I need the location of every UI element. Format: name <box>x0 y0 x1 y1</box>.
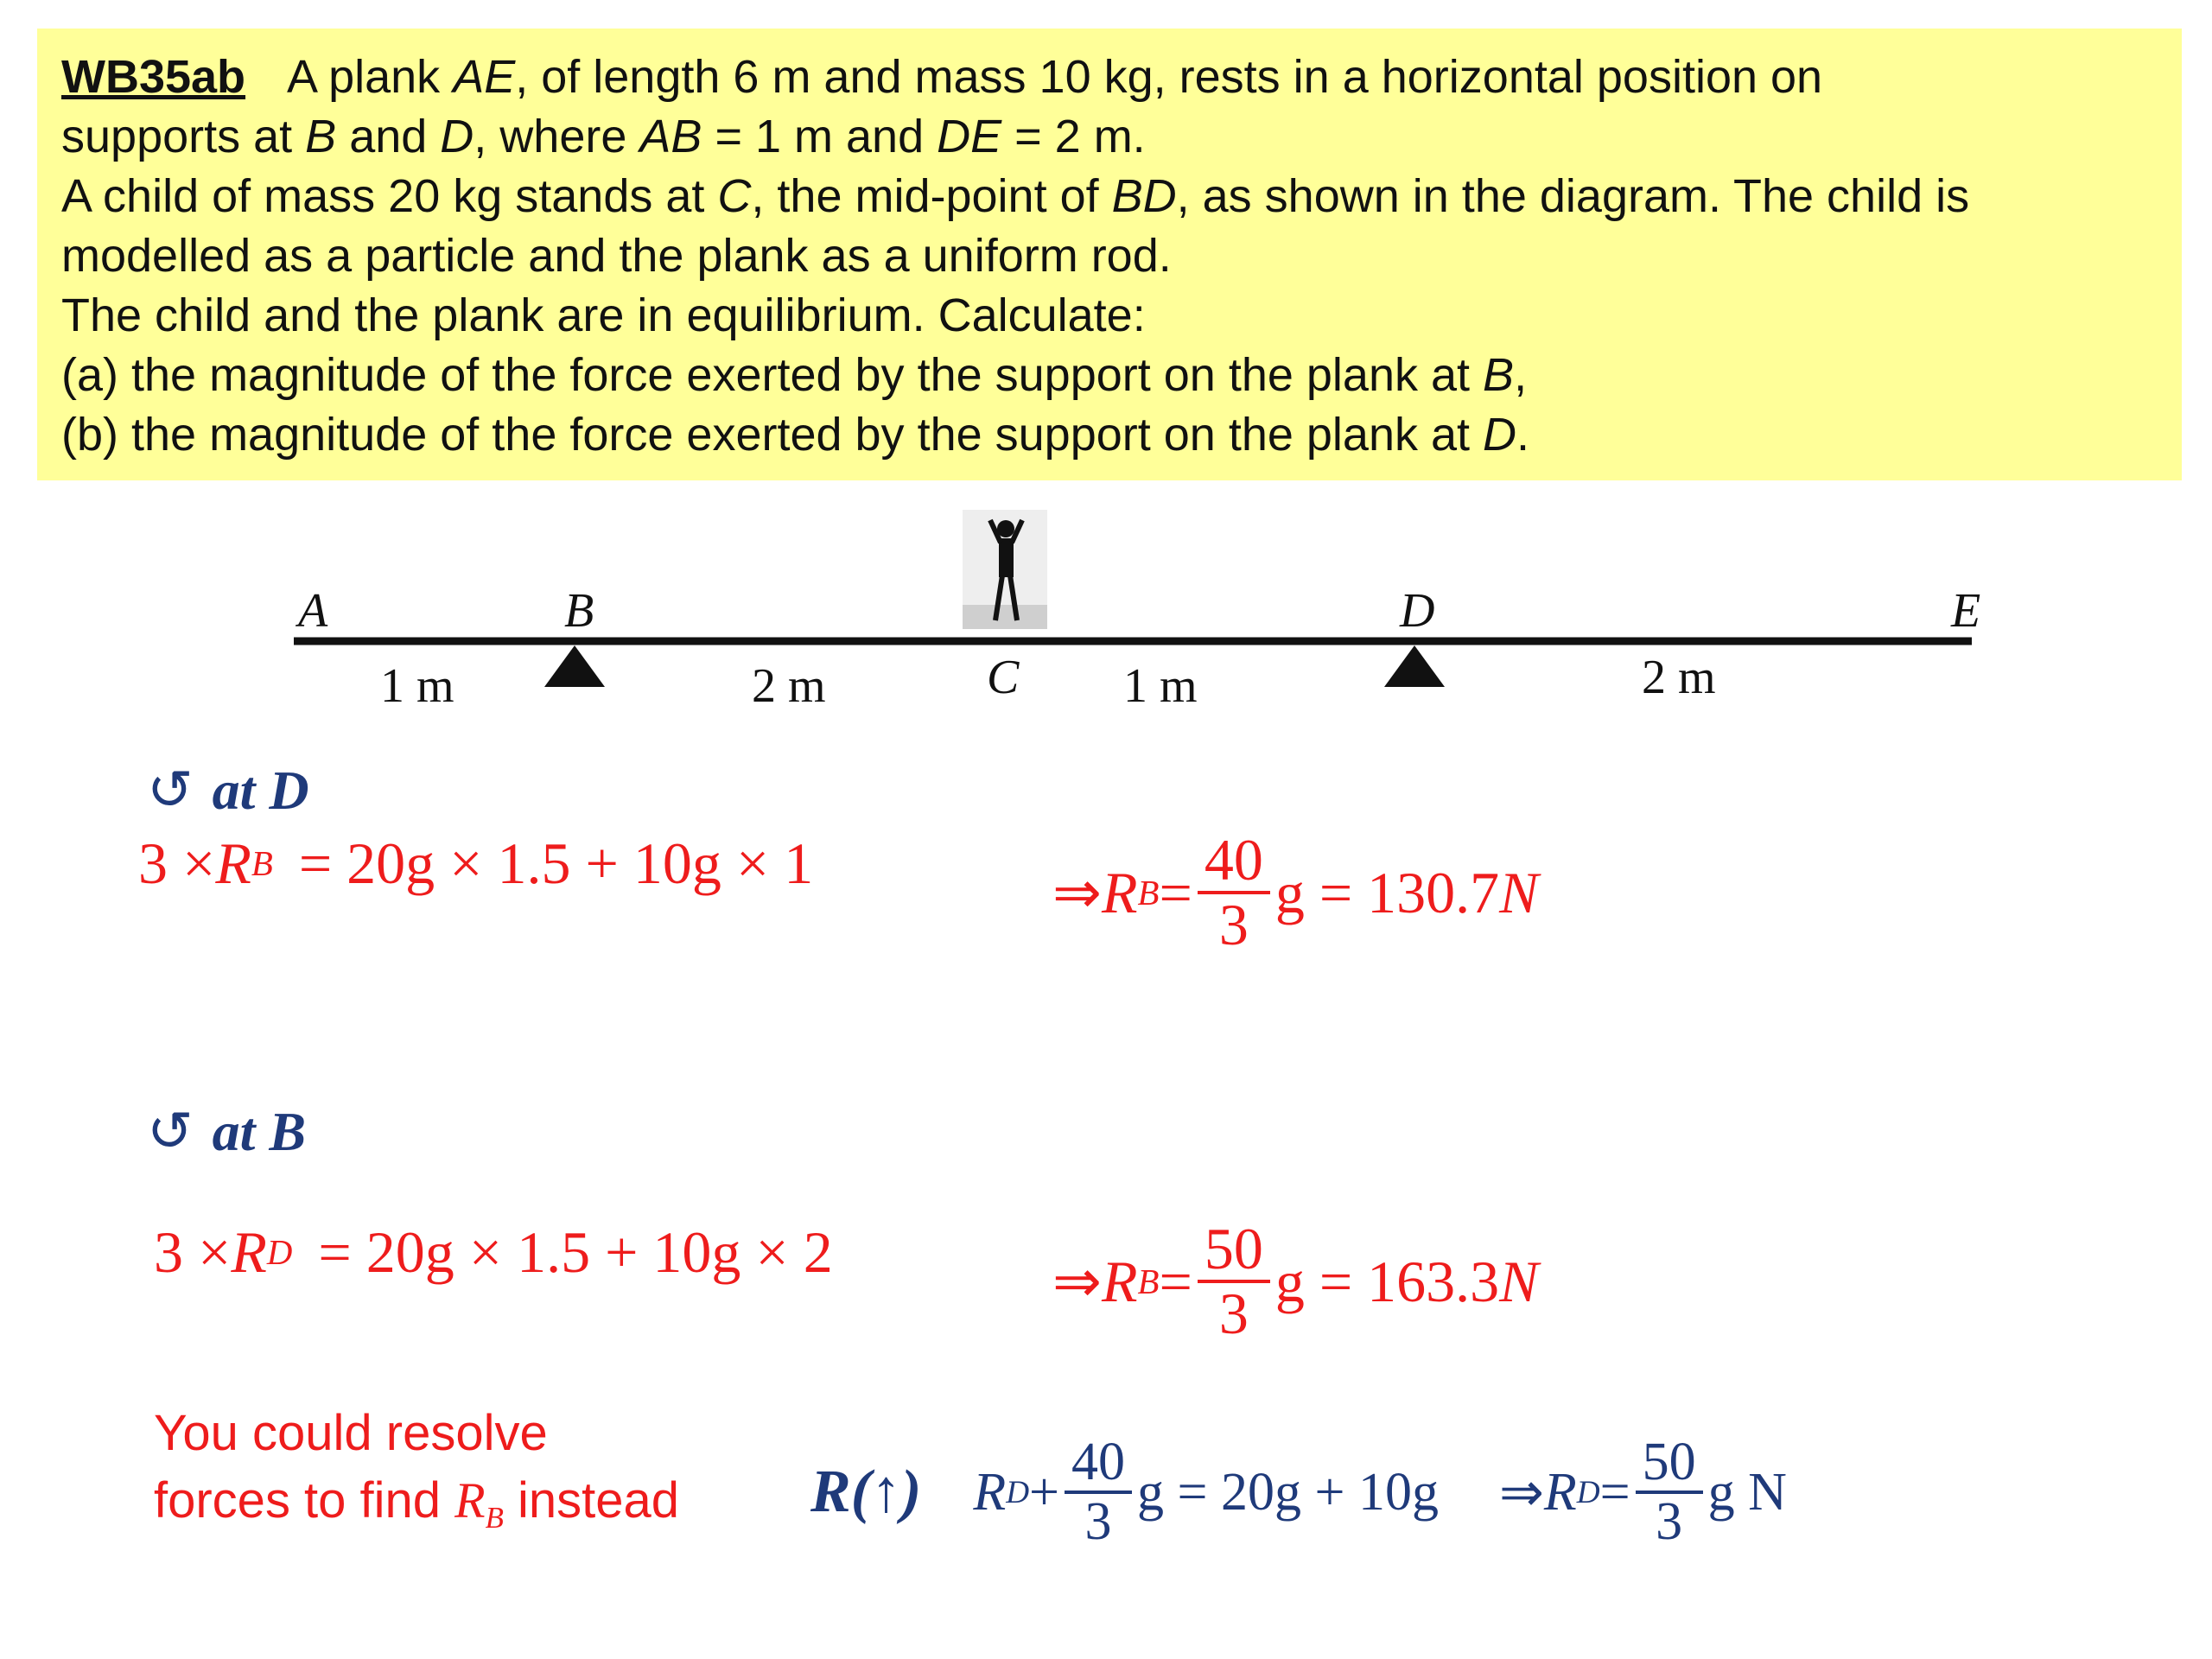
fraction: $\frac{40}{3}$ <box>1065 1434 1132 1550</box>
label-e: E <box>1951 584 1981 638</box>
fraction: $\frac{40}{3}$ <box>1198 830 1270 957</box>
label-d: D <box>1400 584 1435 638</box>
anticlockwise-icon: ↺ <box>147 1100 194 1164</box>
problem-line-7: (b) the magnitude of the force exerted by the support on the plank at D. <box>61 409 1530 461</box>
label-a: A <box>298 584 328 638</box>
heading-moments-d: ↺ at D <box>147 759 309 823</box>
heading-moments-b: ↺ at B <box>147 1100 307 1164</box>
fraction: $\frac{50}{3}$ <box>1198 1218 1270 1345</box>
dim-cd: 1 m <box>1123 659 1198 713</box>
label-c: C <box>987 651 1020 704</box>
equation-1: 3 × R B = 20g × 1.5 + 10g × 1 <box>138 830 814 896</box>
equation-2: 3 × R D = 20g × 1.5 + 10g × 2 <box>154 1219 833 1285</box>
child-figure <box>963 510 1047 629</box>
resolve-up-label: R(↑) <box>810 1459 922 1526</box>
anticlockwise-icon: ↺ <box>147 759 194 823</box>
support-b <box>544 645 605 687</box>
equation-2-result: ⇒ R B = $\frac{50}{3}$ g = 163.3 N <box>1052 1216 1539 1347</box>
problem-line-2: supports at B and D, where AB = 1 m and DE = 2 m. <box>61 111 1146 162</box>
plank-svg <box>0 0 2212 743</box>
problem-line-4: modelled as a particle and the plank as a uniform rod. <box>61 230 1172 282</box>
dim-de: 2 m <box>1642 651 1716 704</box>
dim-bc: 2 m <box>752 659 826 713</box>
support-d <box>1384 645 1445 687</box>
fraction: $\frac{50}{3}$ <box>1636 1434 1703 1550</box>
equation-3: R(↑) R D + $\frac{40}{3}$ g = 20g + 10g ⇒ R D = $\frac{50}{3}$ g N <box>810 1433 1787 1552</box>
problem-line-1: WB35ab A plank AE, of length 6 m and mass 10 kg, rests in a horizontal position on <box>61 51 1823 103</box>
problem-code: WB35ab <box>61 51 246 103</box>
problem-line-5: The child and the plank are in equilibrium. Calculate: <box>61 289 1146 341</box>
dim-ab: 1 m <box>380 659 454 713</box>
equation-1-result: ⇒ R B = $\frac{40}{3}$ g = 130.7 N <box>1052 827 1539 958</box>
label-b: B <box>564 584 594 638</box>
problem-line-3: A child of mass 20 kg stands at C, the mid-point of BD, as shown in the diagram. The child is <box>61 170 1970 222</box>
resolve-note: You could resolve forces to find $R_B$ instead <box>154 1405 680 1535</box>
problem-line-6: (a) the magnitude of the force exerted by the support on the plank at B, <box>61 349 1528 401</box>
